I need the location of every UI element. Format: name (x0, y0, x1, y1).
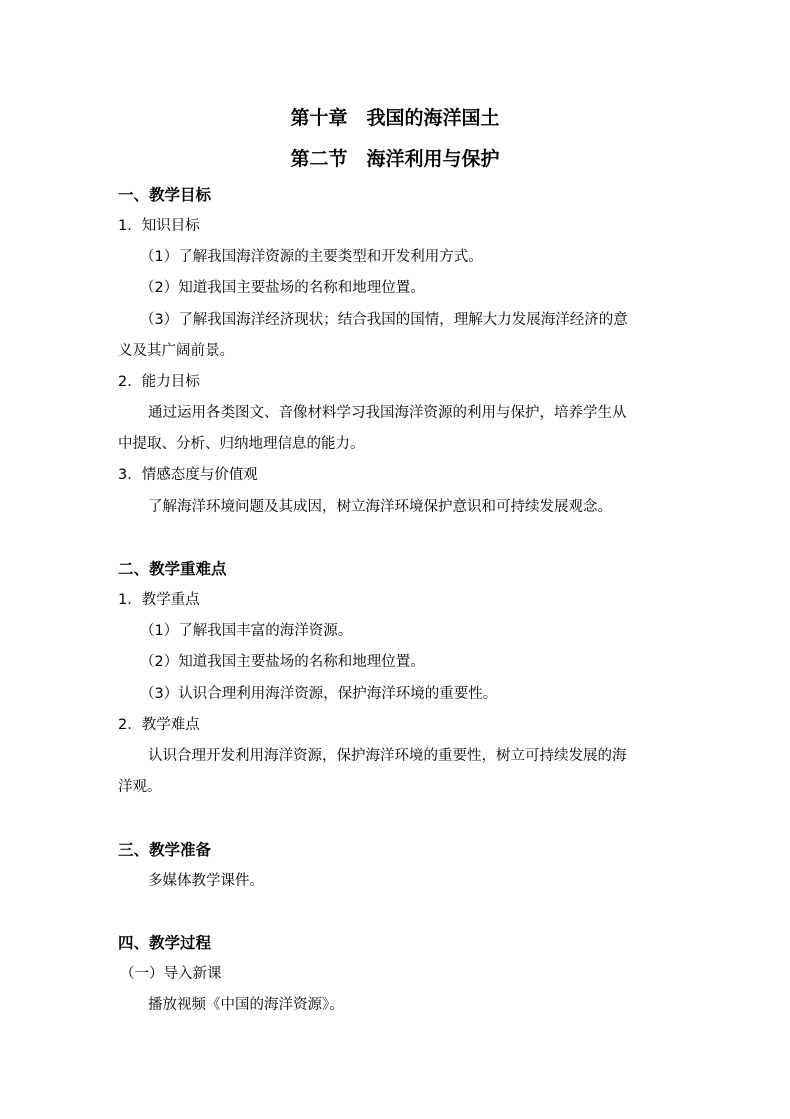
heading-teaching-preparation: 三、教学准备 (118, 840, 212, 859)
knowledge-item-1: （1）了解我国海洋资源的主要类型和开发利用方式。 (140, 249, 483, 265)
heading-key-difficult-points: 二、教学重难点 (118, 559, 227, 578)
heading-teaching-process: 四、教学过程 (118, 933, 212, 952)
preparation-text: 多媒体教学课件。 (148, 873, 264, 889)
heading-teaching-objectives: 一、教学目标 (118, 185, 212, 204)
chapter-title: 第十章 我国的海洋国土 (290, 107, 500, 129)
subheading-introduction: （一）导入新课 (120, 966, 222, 982)
ability-text-line-2: 中提取、分析、归纳地理信息的能力。 (118, 436, 365, 452)
knowledge-item-3-line-2: 义及其广阔前景。 (118, 343, 234, 359)
attitude-text: 了解海洋环境问题及其成因，树立海洋环境保护意识和可持续发展观念。 (148, 499, 612, 515)
section-title: 第二节 海洋利用与保护 (290, 148, 500, 170)
key-point-3: （3）认识合理利用海洋资源，保护海洋环境的重要性。 (140, 686, 498, 702)
key-point-1: （1）了解我国丰富的海洋资源。 (140, 623, 353, 639)
subheading-difficult-points: 2．教学难点 (118, 717, 200, 733)
knowledge-item-3-line-1: （3）了解我国海洋经济现状；结合我国的国情，理解大力发展海洋经济的意 (140, 312, 628, 328)
key-point-2: （2）知道我国主要盐场的名称和地理位置。 (140, 654, 425, 670)
introduction-text: 播放视频《中国的海洋资源》。 (148, 997, 344, 1013)
difficult-text-line-2: 洋观。 (118, 779, 162, 795)
subheading-ability-objectives: 2．能力目标 (118, 374, 200, 390)
ability-text-line-1: 通过运用各类图文、音像材料学习我国海洋资源的利用与保护，培养学生从 (148, 405, 627, 421)
subheading-attitude-values: 3．情感态度与价值观 (118, 467, 258, 483)
knowledge-item-2: （2）知道我国主要盐场的名称和地理位置。 (140, 280, 425, 296)
subheading-knowledge-objectives: 1．知识目标 (118, 218, 200, 234)
difficult-text-line-1: 认识合理开发利用海洋资源，保护海洋环境的重要性，树立可持续发展的海 (148, 748, 627, 764)
subheading-key-points: 1．教学重点 (118, 592, 200, 608)
